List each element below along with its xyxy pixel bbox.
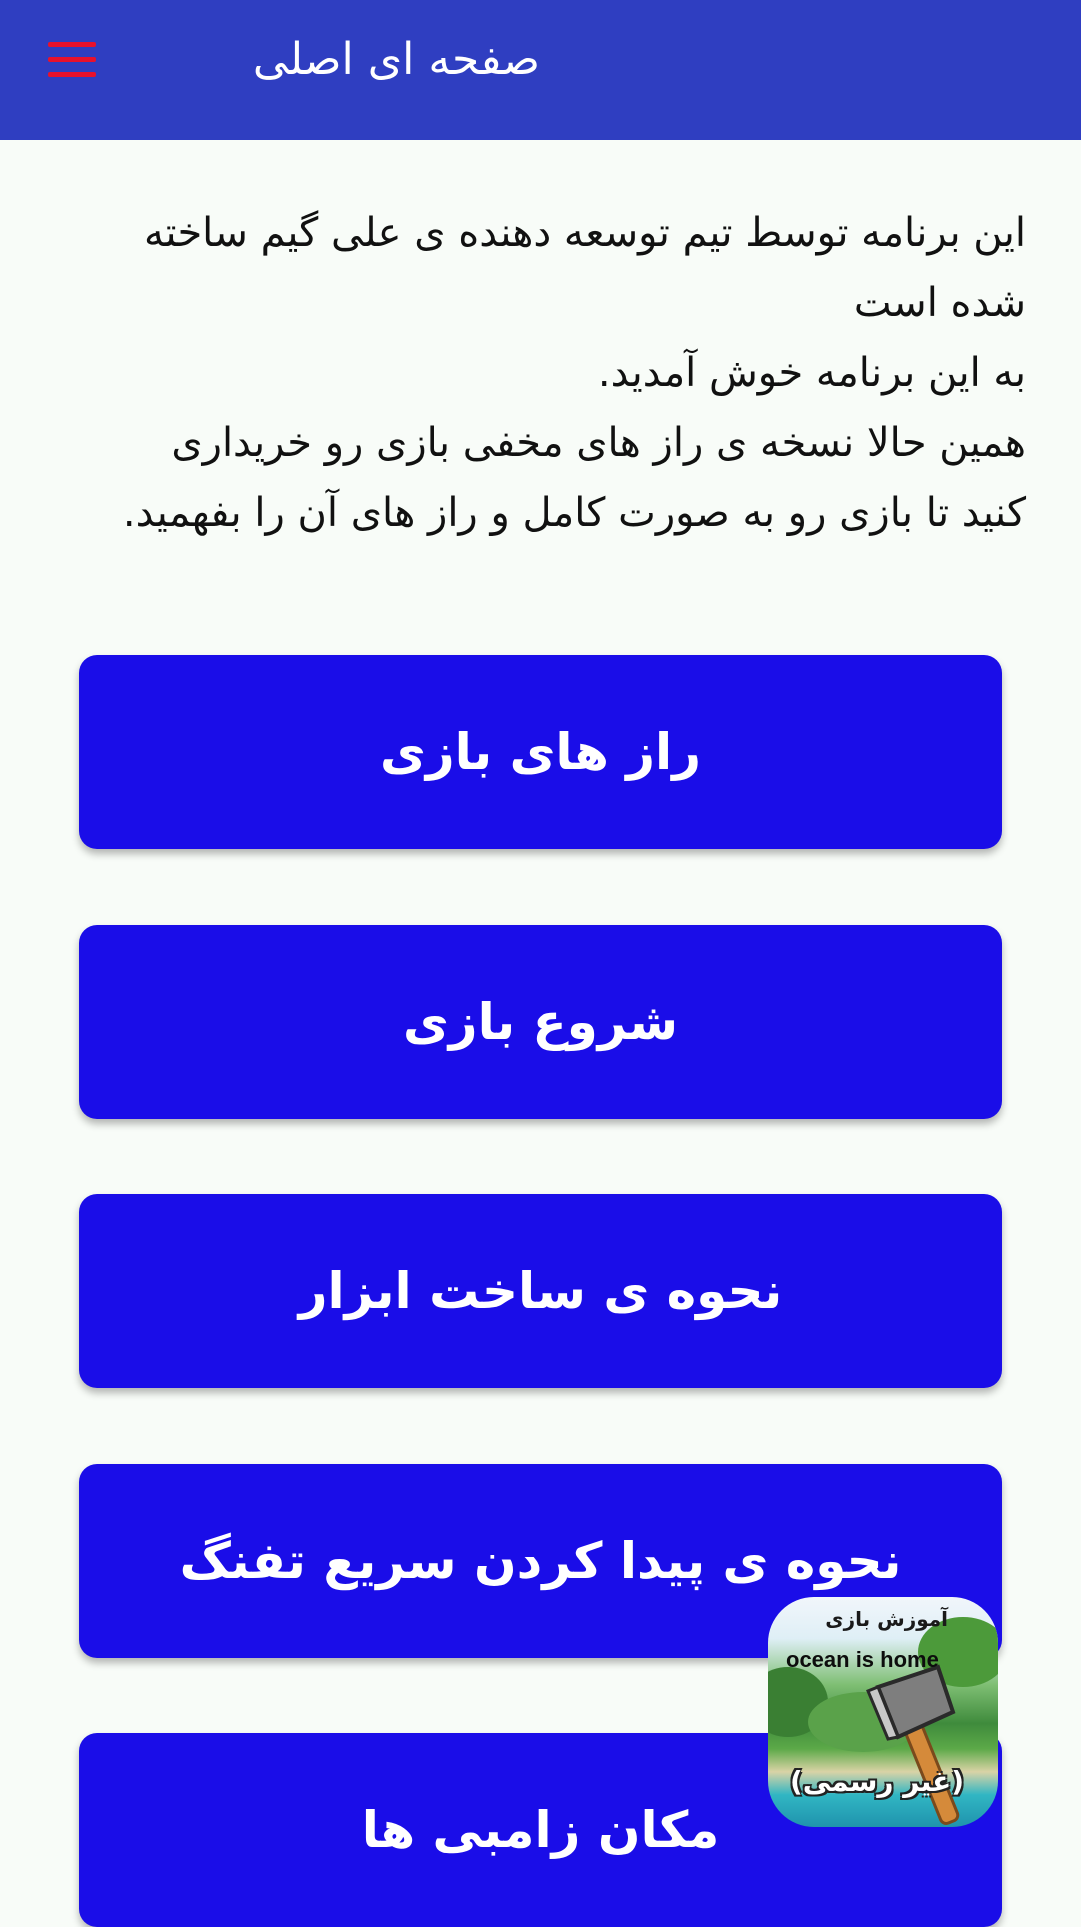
- hamburger-menu-icon[interactable]: [44, 38, 100, 82]
- zombie-locations-button-label: مکان زامبی ها: [361, 1801, 720, 1859]
- menu-line: [48, 72, 96, 77]
- crafting-tools-button[interactable]: [79, 1194, 1002, 1388]
- secrets-button-label: راز های بازی: [380, 723, 701, 781]
- axe-icon: [858, 1657, 988, 1827]
- find-gun-button-label: نحوه ی پیدا کردن سریع تفنگ: [179, 1532, 902, 1590]
- promo-tag: (غیر رسمی): [790, 1765, 965, 1798]
- intro-line: به این برنامه خوش آمدید.: [597, 350, 1026, 396]
- intro-line: کنید تا بازی رو به صورت کامل و راز های آن را بفهمید.: [122, 490, 1026, 536]
- start-game-button-label: شروع بازی: [402, 993, 679, 1051]
- promo-title: آموزش بازی: [825, 1607, 948, 1631]
- start-game-button[interactable]: [79, 925, 1002, 1119]
- secrets-button[interactable]: [79, 655, 1002, 849]
- promo-badge[interactable]: [768, 1597, 998, 1827]
- crafting-tools-button-label: نحوه ی ساخت ابزار: [298, 1262, 783, 1320]
- intro-line: شده است: [853, 280, 1026, 326]
- promo-subtitle: ocean is home: [786, 1647, 939, 1672]
- page-title: صفحه ای اصلی: [252, 34, 540, 85]
- menu-line: [48, 57, 96, 62]
- intro-line: همین حالا نسخه ی راز های مخفی بازی رو خریداری: [171, 420, 1026, 466]
- intro-text: [50, 198, 1026, 548]
- menu-line: [48, 42, 96, 47]
- app-bar: [0, 0, 1081, 140]
- intro-line: این برنامه توسط تیم توسعه دهنده ی علی گیم ساخته: [143, 210, 1026, 256]
